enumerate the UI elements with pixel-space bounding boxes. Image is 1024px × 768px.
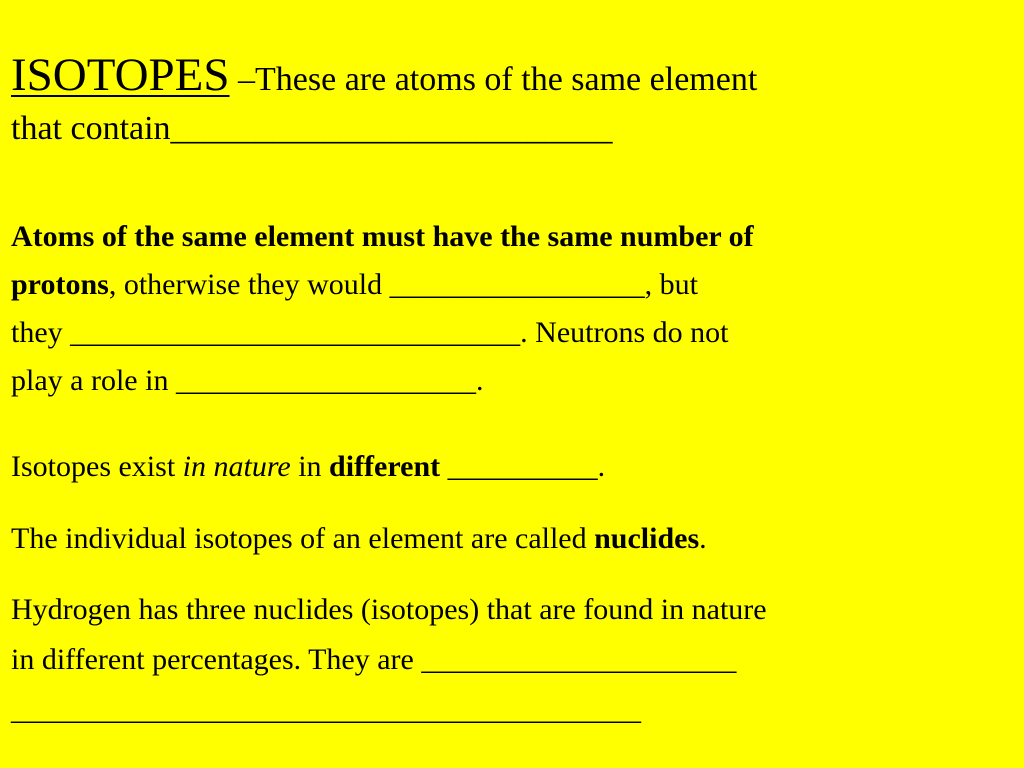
exist-bold: different (329, 450, 441, 483)
isotopes-heading: ISOTOPES (11, 49, 230, 101)
nuclides-paragraph (11, 515, 1019, 563)
title-definition-end: that contain__________________________ (11, 110, 613, 147)
title-block (11, 44, 1019, 156)
hydrogen-line-3: __________________________________________ (11, 693, 641, 726)
nuclides-text: The individual isotopes of an element are called (11, 522, 595, 555)
protons-paragraph (11, 213, 1019, 405)
exist-part-3: __________. (440, 450, 606, 483)
nuclides-end: . (699, 522, 707, 555)
exist-italic: in nature (182, 450, 291, 483)
protons-line-3: they ______________________________. Neutrons do not (11, 316, 729, 349)
protons-bold-word: protons (11, 268, 109, 301)
hydrogen-paragraph (11, 585, 1019, 735)
exist-part-1: Isotopes exist (11, 450, 183, 483)
protons-line-2-rest: , otherwise they would _________________, but (108, 268, 698, 301)
title-definition-start: –These are atoms of the same element (229, 61, 758, 98)
nuclides-bold: nuclides (594, 522, 700, 555)
protons-line-2 (11, 261, 1019, 309)
hydrogen-line-2: in different percentages. They are _____________________ (11, 643, 737, 676)
hydrogen-line-1: Hydrogen has three nuclides (isotopes) that are found in nature (11, 593, 767, 626)
exist-part-2: in (290, 450, 330, 483)
title-line-1 (11, 44, 1019, 106)
protons-line-4: play a role in ____________________. (11, 364, 484, 397)
protons-bold-lead: Atoms of the same element must have the same number of (11, 220, 754, 253)
protons-line-1 (11, 213, 1019, 261)
exist-paragraph (11, 443, 1019, 491)
